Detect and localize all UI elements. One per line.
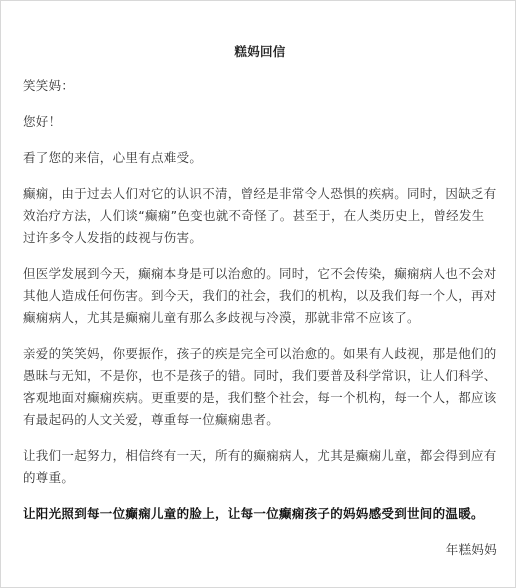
letter-greeting: 您好！ xyxy=(23,114,62,129)
letter-body xyxy=(23,41,497,561)
letter-title: 糕妈回信 xyxy=(234,44,286,59)
letter-closing-line: 让阳光照到每一位癫痫儿童的脸上，让每一位癫痫孩子的妈妈感受到世间的温暖。 xyxy=(23,506,484,521)
letter-paragraph: 让我们一起努力，相信终有一天，所有的癫痫病人，尤其是癫痫儿童，都会得到应有的尊重。 xyxy=(23,448,497,485)
letter-salutation: 笑笑妈： xyxy=(23,78,75,93)
letter-paragraph: 看了您的来信，心里有点难受。 xyxy=(23,150,203,165)
letter-paragraph: 癫痫，由于过去人们对它的认识不清，曾经是非常令人恐惧的疾病。同时，因缺乏有效治疗方法，人们谈“癫痫”色变也就不奇怪了。甚至于，在人类历史上，曾经发生过许多令人发指的歧视与伤害。 xyxy=(23,186,497,245)
letter-paragraph: 亲爱的笑笑妈，你要振作，孩子的疾是完全可以治愈的。如果有人歧视，那是他们的愚昧与无知，不是你，也不是孩子的错。同时，我们要普及科学常识，让人们科学、客观地面对癫痫疾病。更重要的是，我们整个社会，每一个机构，每一个人，都应该有最起码的人文关爱，尊重每一位癫痫患者。 xyxy=(23,346,497,427)
letter-paragraph: 但医学发展到今天，癫痫本身是可以治愈的。同时，它不会传染，癫痫病人也不会对其他人造成任何伤害。到今天，我们的社会，我们的机构，以及我们每一个人，再对癫痫病人，尤其是癫痫儿童有那么多歧视与冷漠，那就非常不应该了。 xyxy=(23,266,497,325)
letter-signature: 年糕妈妈 xyxy=(445,542,497,557)
